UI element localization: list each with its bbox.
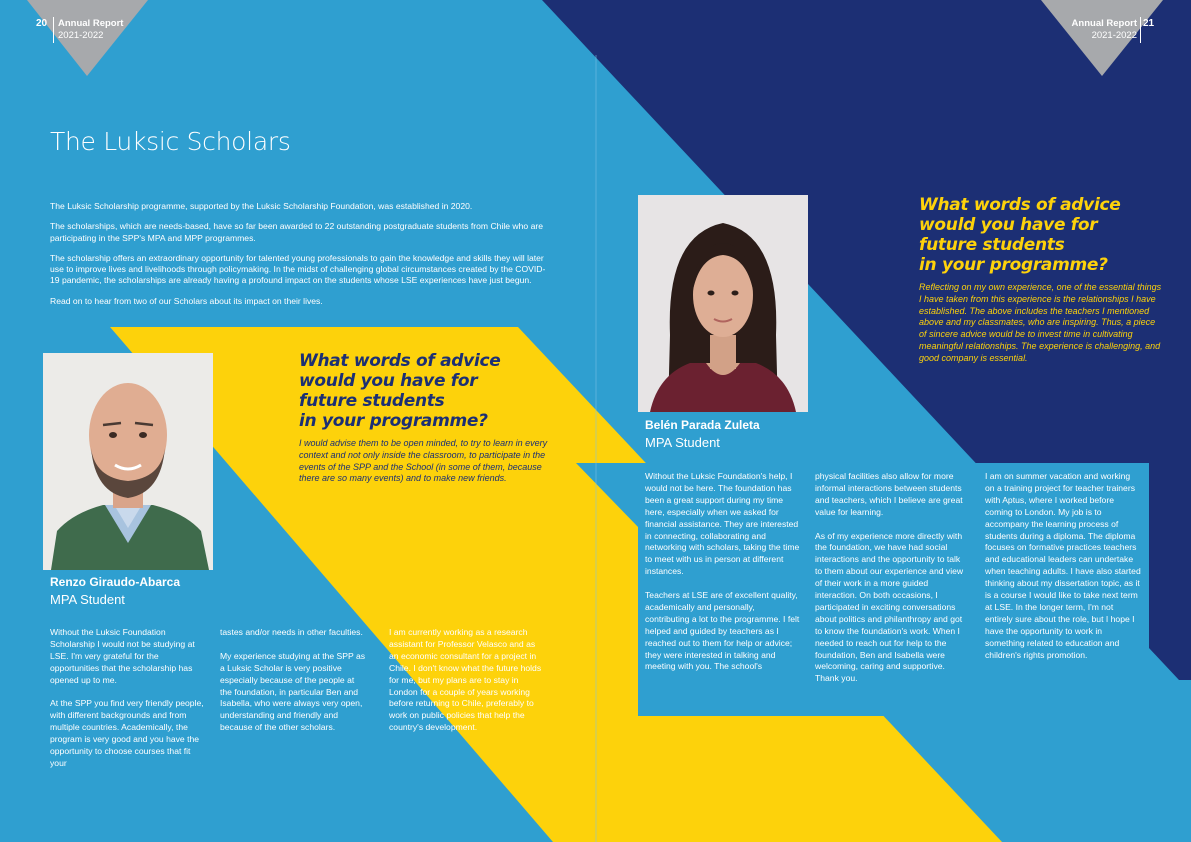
page-title: The Luksic Scholars (50, 127, 291, 156)
body-paragraph: I am on summer vacation and working on a training project for teacher trainers with Aptus, where I worked before coming to London. My job is to accompany the learning process of students during a diploma. The diploma focuses on formative practices teachers and educational leaders can undertake when teaching adults. I have also started thinking about my dissertation topic, as it is a course I would like to take next term at LSE. In the longer term, I'm not entirely sure about the role, but I hope I have the opportunity to work in something related to education and children's rights promotion. (985, 471, 1141, 660)
advice-question-belen (919, 195, 1121, 275)
body-paragraph: Teachers at LSE are of excellent quality, academically and personally, contributing a lot to the programme. I felt helped and guided by teachers as I reached out to them for help or advice; they were interested in talking and meeting with you. The school's (645, 590, 800, 672)
header-divider-right (1140, 17, 1141, 43)
advice-answer-belen: Reflecting on my own experience, one of the essential things I have taken from this experience is the relationships I have established. The above includes the teachers I mentioned above and my classmates, who are inspiring. Thus, a piece of sincere advice would be to invest time in cultivating meaningful relationships. The experience is challenging, and good company is essential. (919, 282, 1162, 363)
page-number-left: 20 (36, 18, 48, 29)
question-line: in your programme? (299, 411, 488, 431)
report-label-right: Annual Report (1071, 18, 1137, 29)
report-years-left: 2021-2022 (58, 30, 104, 41)
question-line: What words of advice (919, 195, 1121, 215)
question-line: would you have for (919, 215, 1098, 235)
intro-paragraph: The scholarship offers an extraordinary opportunity for talented young professionals to gain the knowledge and skills they will later use to improve lives and livelihoods through policymaking. In the midst of challenging global circumstances created by the COVID-19 pandemic, the scholarships are already having a profound impact on the students whose LSE experiences have just begun. (50, 252, 546, 286)
body-paragraph: At the SPP you find very friendly people, with different backgrounds and from multiple countries. Academically, the program is very good and you have the opportunity to choose courses that fit your (50, 698, 204, 768)
body-column-4 (645, 471, 801, 673)
question-line: in your programme? (919, 255, 1108, 275)
intro-paragraph: The Luksic Scholarship programme, supported by the Luksic Scholarship Foundation, was established in 2020. (50, 201, 473, 211)
scholar-role-belen: MPA Student (645, 435, 720, 450)
body-paragraph: physical facilities also allow for more informal interactions between students and teachers, which I believe are great value for learning. (815, 471, 963, 517)
advice-question-renzo (299, 351, 501, 431)
page-number-right: 21 (1143, 18, 1155, 29)
advice-answer-renzo: I would advise them to be open minded, to try to learn in every context and not only inside the classroom, to participate in the events of the SPP and the School (in some of them, because there are so many events) and to make new friends. (299, 438, 548, 484)
body-column-5 (815, 471, 969, 685)
scholar-name-belen: Belén Parada Zuleta (645, 418, 760, 432)
belen-portrait-photo (638, 195, 808, 412)
body-paragraph: Without the Luksic Foundation Scholarship I would not be studying at LSE. I'm very grateful for the opportunities that the scholarship has opened up to me. (50, 627, 195, 685)
scholar-name-renzo: Renzo Giraudo-Abarca (50, 575, 181, 589)
intro-paragraph: The scholarships, which are needs-based, have so far been awarded to 22 outstanding postgraduate students from Chile who are participating in the SPP's MPA and MPP programmes. (50, 221, 544, 243)
question-line: future students (299, 391, 445, 411)
body-column-6 (985, 471, 1141, 662)
report-years-right: 2021-2022 (1091, 30, 1137, 41)
portrait-illustration (43, 353, 213, 570)
scholar-role-renzo: MPA Student (50, 592, 125, 607)
header-divider-left (53, 17, 54, 43)
body-column-1 (50, 627, 208, 770)
intro-text (50, 201, 546, 316)
question-line: What words of advice (299, 351, 501, 371)
body-paragraph: Without the Luksic Foundation's help, I would not be here. The foundation has been a great support during my time here, especially when we asked for financial assistance. They are interested in connecting, collaborating and networking with scholars, taking the time to meet with us in person at different instances. (645, 471, 800, 577)
report-label-left: Annual Report (58, 18, 124, 29)
body-paragraph: My experience studying at the SPP as a Luksic Scholar is very positive especially because of the people at the foundation, in particular Ben and Isabella, who were always very open, understanding and friendly and because of the other scholars. (220, 650, 366, 733)
body-column-3 (389, 627, 543, 734)
question-line: future students (919, 235, 1065, 255)
body-column-2 (220, 627, 368, 734)
renzo-portrait-photo (43, 353, 213, 570)
portrait-illustration (638, 195, 808, 412)
question-line: would you have for (299, 371, 478, 391)
body-paragraph: I am currently working as a research assistant for Professor Velasco and as an economic consultant for a project in Chile. I don't know what the future holds for me, but my plans are to stay in London for a couple of years working before returning to Chile, preferably to work on public policies that help the country's development. (389, 627, 542, 733)
body-paragraph: As of my experience more directly with the foundation, we have had social interactions and the opportunity to talk to them about our experience and view of their work in a more guided interaction. On both occasions, I participated in exciting conversations about politics and philanthropy and got to know the foundation's work. When I needed to reach out for help to the foundation, Ben and Isabella were welcoming, caring and supportive. Thank you. (815, 530, 964, 684)
intro-paragraph: Read on to hear from two of our Scholars about its impact on their lives. (50, 295, 323, 306)
body-paragraph: tastes and/or needs in other faculties. (220, 627, 363, 637)
